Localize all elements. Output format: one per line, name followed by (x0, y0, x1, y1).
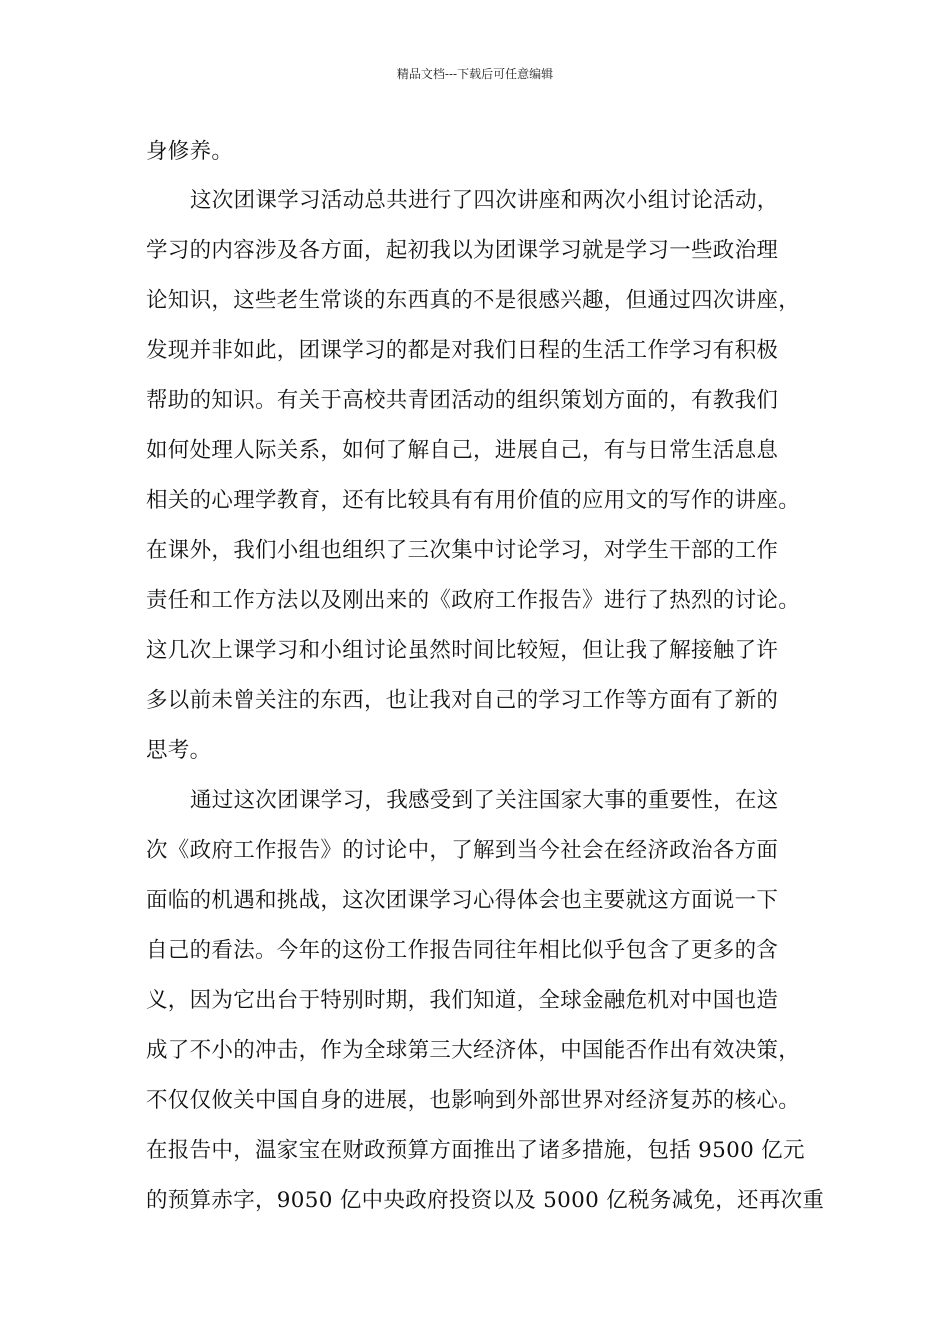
text-line: 的预算赤字，9050 亿中央政府投资以及 5000 亿税务减免，还再次重 (146, 1188, 825, 1213)
text-line: 义，因为它出台于特别时期，我们知道，全球金融危机对中国也造 (146, 988, 779, 1013)
text-line: 论知识，这些老生常谈的东西真的不是很感兴趣，但通过四次讲座， (146, 288, 801, 313)
paragraph-first-line: 通过这次团课学习，我感受到了关注国家大事的重要性，在这 (190, 788, 779, 813)
text-line: 成了不小的冲击，作为全球第三大经济体，中国能否作出有效决策， (146, 1038, 801, 1063)
text-line: 面临的机遇和挑战，这次团课学习心得体会也主要就这方面说一下 (146, 888, 779, 913)
text-line: 多以前未曾关注的东西，也让我对自己的学习工作等方面有了新的 (146, 688, 779, 713)
text-line: 责任和工作方法以及刚出来的《政府工作报告》进行了热烈的讨论。 (146, 588, 801, 613)
text-line: 相关的心理学教育，还有比较具有有用价值的应用文的写作的讲座。 (146, 488, 801, 513)
text-line: 帮助的知识。有关于高校共青团活动的组织策划方面的，有教我们 (146, 388, 779, 413)
text-line: 次《政府工作报告》的讨论中，了解到当今社会在经济政治各方面 (146, 838, 779, 863)
text-line: 发现并非如此，团课学习的都是对我们日程的生活工作学习有积极 (146, 338, 779, 363)
text-line: 在报告中，温家宝在财政预算方面推出了诸多措施，包括 9500 亿元 (146, 1138, 805, 1163)
page-header: 精品文档---下载后可任意编辑 (396, 67, 554, 81)
text-line: 自己的看法。今年的这份工作报告同往年相比似乎包含了更多的含 (146, 938, 779, 963)
text-line: 学习的内容涉及各方面，起初我以为团课学习就是学习一些政治理 (146, 238, 779, 263)
text-line: 在课外，我们小组也组织了三次集中讨论学习，对学生干部的工作 (146, 538, 779, 563)
text-line: 如何处理人际关系，如何了解自己，进展自己，有与日常生活息息 (146, 438, 779, 463)
text-line: 身修养。 (146, 139, 234, 164)
text-line: 思考。 (146, 738, 212, 763)
text-line: 不仅仅攸关中国自身的进展，也影响到外部世界对经济复苏的核心。 (146, 1088, 801, 1113)
paragraph-first-line: 这次团课学习活动总共进行了四次讲座和两次小组讨论活动， (190, 188, 779, 213)
text-line: 这几次上课学习和小组讨论虽然时间比较短，但让我了解接触了许 (146, 638, 779, 663)
